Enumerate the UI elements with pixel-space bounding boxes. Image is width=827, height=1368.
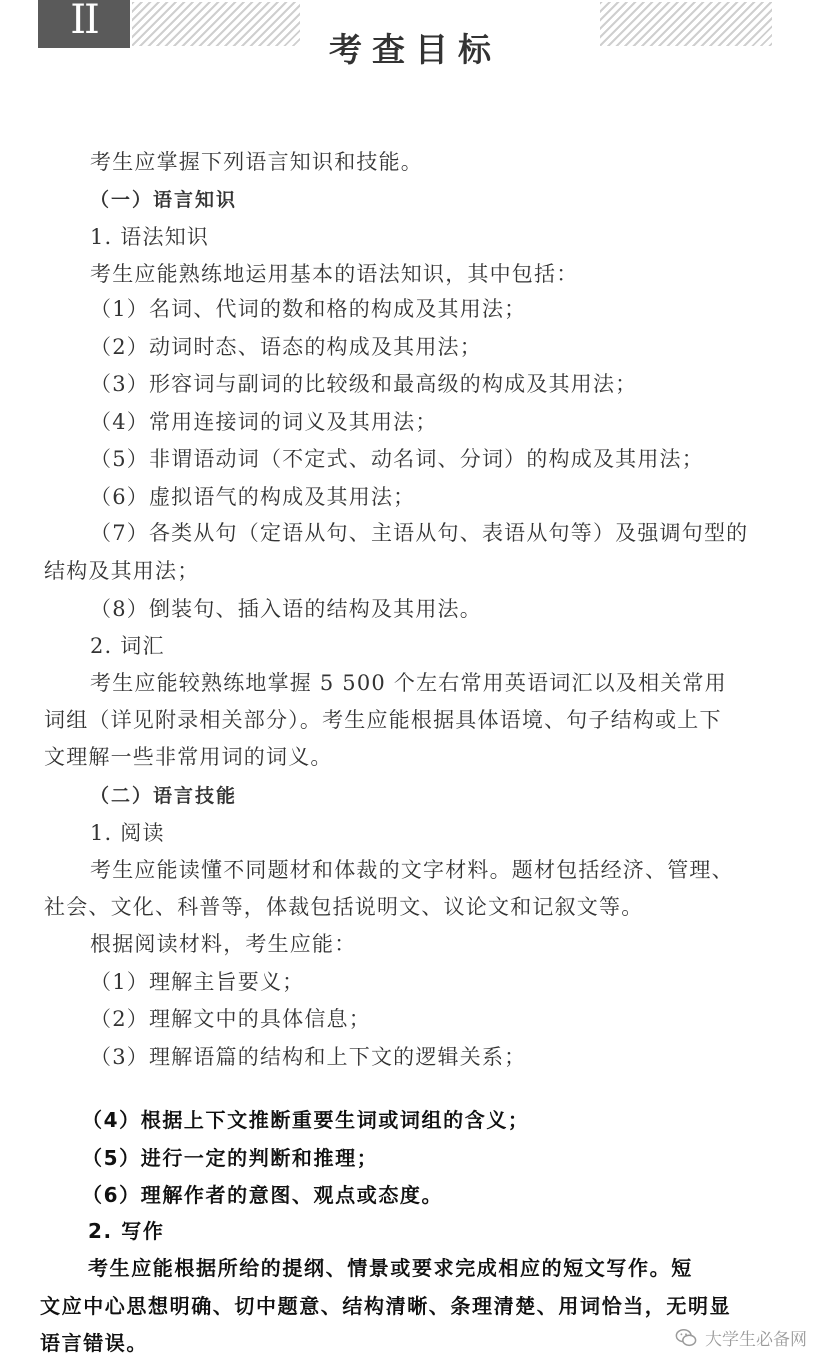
section-heading-language-skills: （二）语言技能 — [90, 785, 238, 807]
reading-item-bold: （5）进行一定的判断和推理； — [82, 1146, 379, 1170]
grammar-item: （8）倒装句、插入语的结构及其用法。 — [90, 597, 482, 621]
intro-line: 考生应掌握下列语言知识和技能。 — [90, 150, 423, 174]
reading-line: 社会、文化、科普等，体裁包括说明文、议论文和记叙文等。 — [44, 895, 644, 919]
grammar-heading: 1. 语法知识 — [90, 225, 210, 249]
reading-heading: 1. 阅读 — [90, 821, 165, 845]
grammar-item: （3）形容词与副词的比较级和最高级的构成及其用法； — [90, 372, 638, 396]
reading-item: （2）理解文中的具体信息； — [90, 1007, 371, 1031]
writing-line: 语言错误。 — [40, 1331, 148, 1355]
grammar-item: （1）名词、代词的数和格的构成及其用法； — [90, 297, 527, 321]
wechat-icon — [675, 1327, 697, 1349]
grammar-item: （6）虚拟语气的构成及其用法； — [90, 485, 416, 509]
section-heading-language-knowledge: （一）语言知识 — [90, 189, 238, 211]
page-header — [0, 0, 827, 90]
reading-intro: 根据阅读材料，考生应能： — [90, 932, 357, 956]
grammar-intro: 考生应能熟练地运用基本的语法知识，其中包括： — [90, 262, 579, 286]
reading-item: （1）理解主旨要义； — [90, 970, 305, 994]
grammar-item: （4）常用连接词的词义及其用法； — [90, 410, 438, 434]
section-number-badge: II — [38, 0, 130, 48]
grammar-item: （5）非谓语动词（不定式、动名词、分词）的构成及其用法； — [90, 447, 704, 471]
writing-heading: 2. 写作 — [88, 1219, 165, 1243]
watermark — [675, 1325, 807, 1350]
reading-line: 考生应能读懂不同题材和体裁的文字材料。题材包括经济、管理、 — [90, 858, 734, 882]
vocab-line: 考生应能较熟练地掌握 5 500 个左右常用英语词汇以及相关常用 — [90, 671, 727, 695]
grammar-item-continuation: 结构及其用法； — [44, 559, 200, 583]
writing-line: 文应中心思想明确、切中题意、结构清晰、条理清楚、用词恰当，无明显 — [40, 1294, 732, 1318]
page-title: 考查目标 — [329, 30, 501, 69]
grammar-item: （7）各类从句（定语从句、主语从句、表语从句等）及强调句型的 — [90, 521, 749, 545]
reading-item-bold: （4）根据上下文推断重要生词或词组的含义； — [82, 1108, 530, 1132]
watermark-text: 大学生必备网 — [705, 1330, 807, 1350]
vocab-line: 词组（详见附录相关部分）。考生应能根据具体语境、句子结构或上下 — [44, 708, 722, 732]
header-hatch-right — [600, 2, 772, 46]
reading-item-bold: （6）理解作者的意图、观点或态度。 — [82, 1183, 444, 1207]
reading-item: （3）理解语篇的结构和上下文的逻辑关系； — [90, 1045, 527, 1069]
writing-line: 考生应能根据所给的提纲、情景或要求完成相应的短文写作。短 — [88, 1256, 693, 1280]
header-hatch-left — [132, 2, 300, 46]
grammar-item: （2）动词时态、语态的构成及其用法； — [90, 335, 482, 359]
vocab-line: 文理解一些非常用词的词义。 — [44, 745, 333, 769]
vocab-heading: 2. 词汇 — [90, 634, 165, 658]
